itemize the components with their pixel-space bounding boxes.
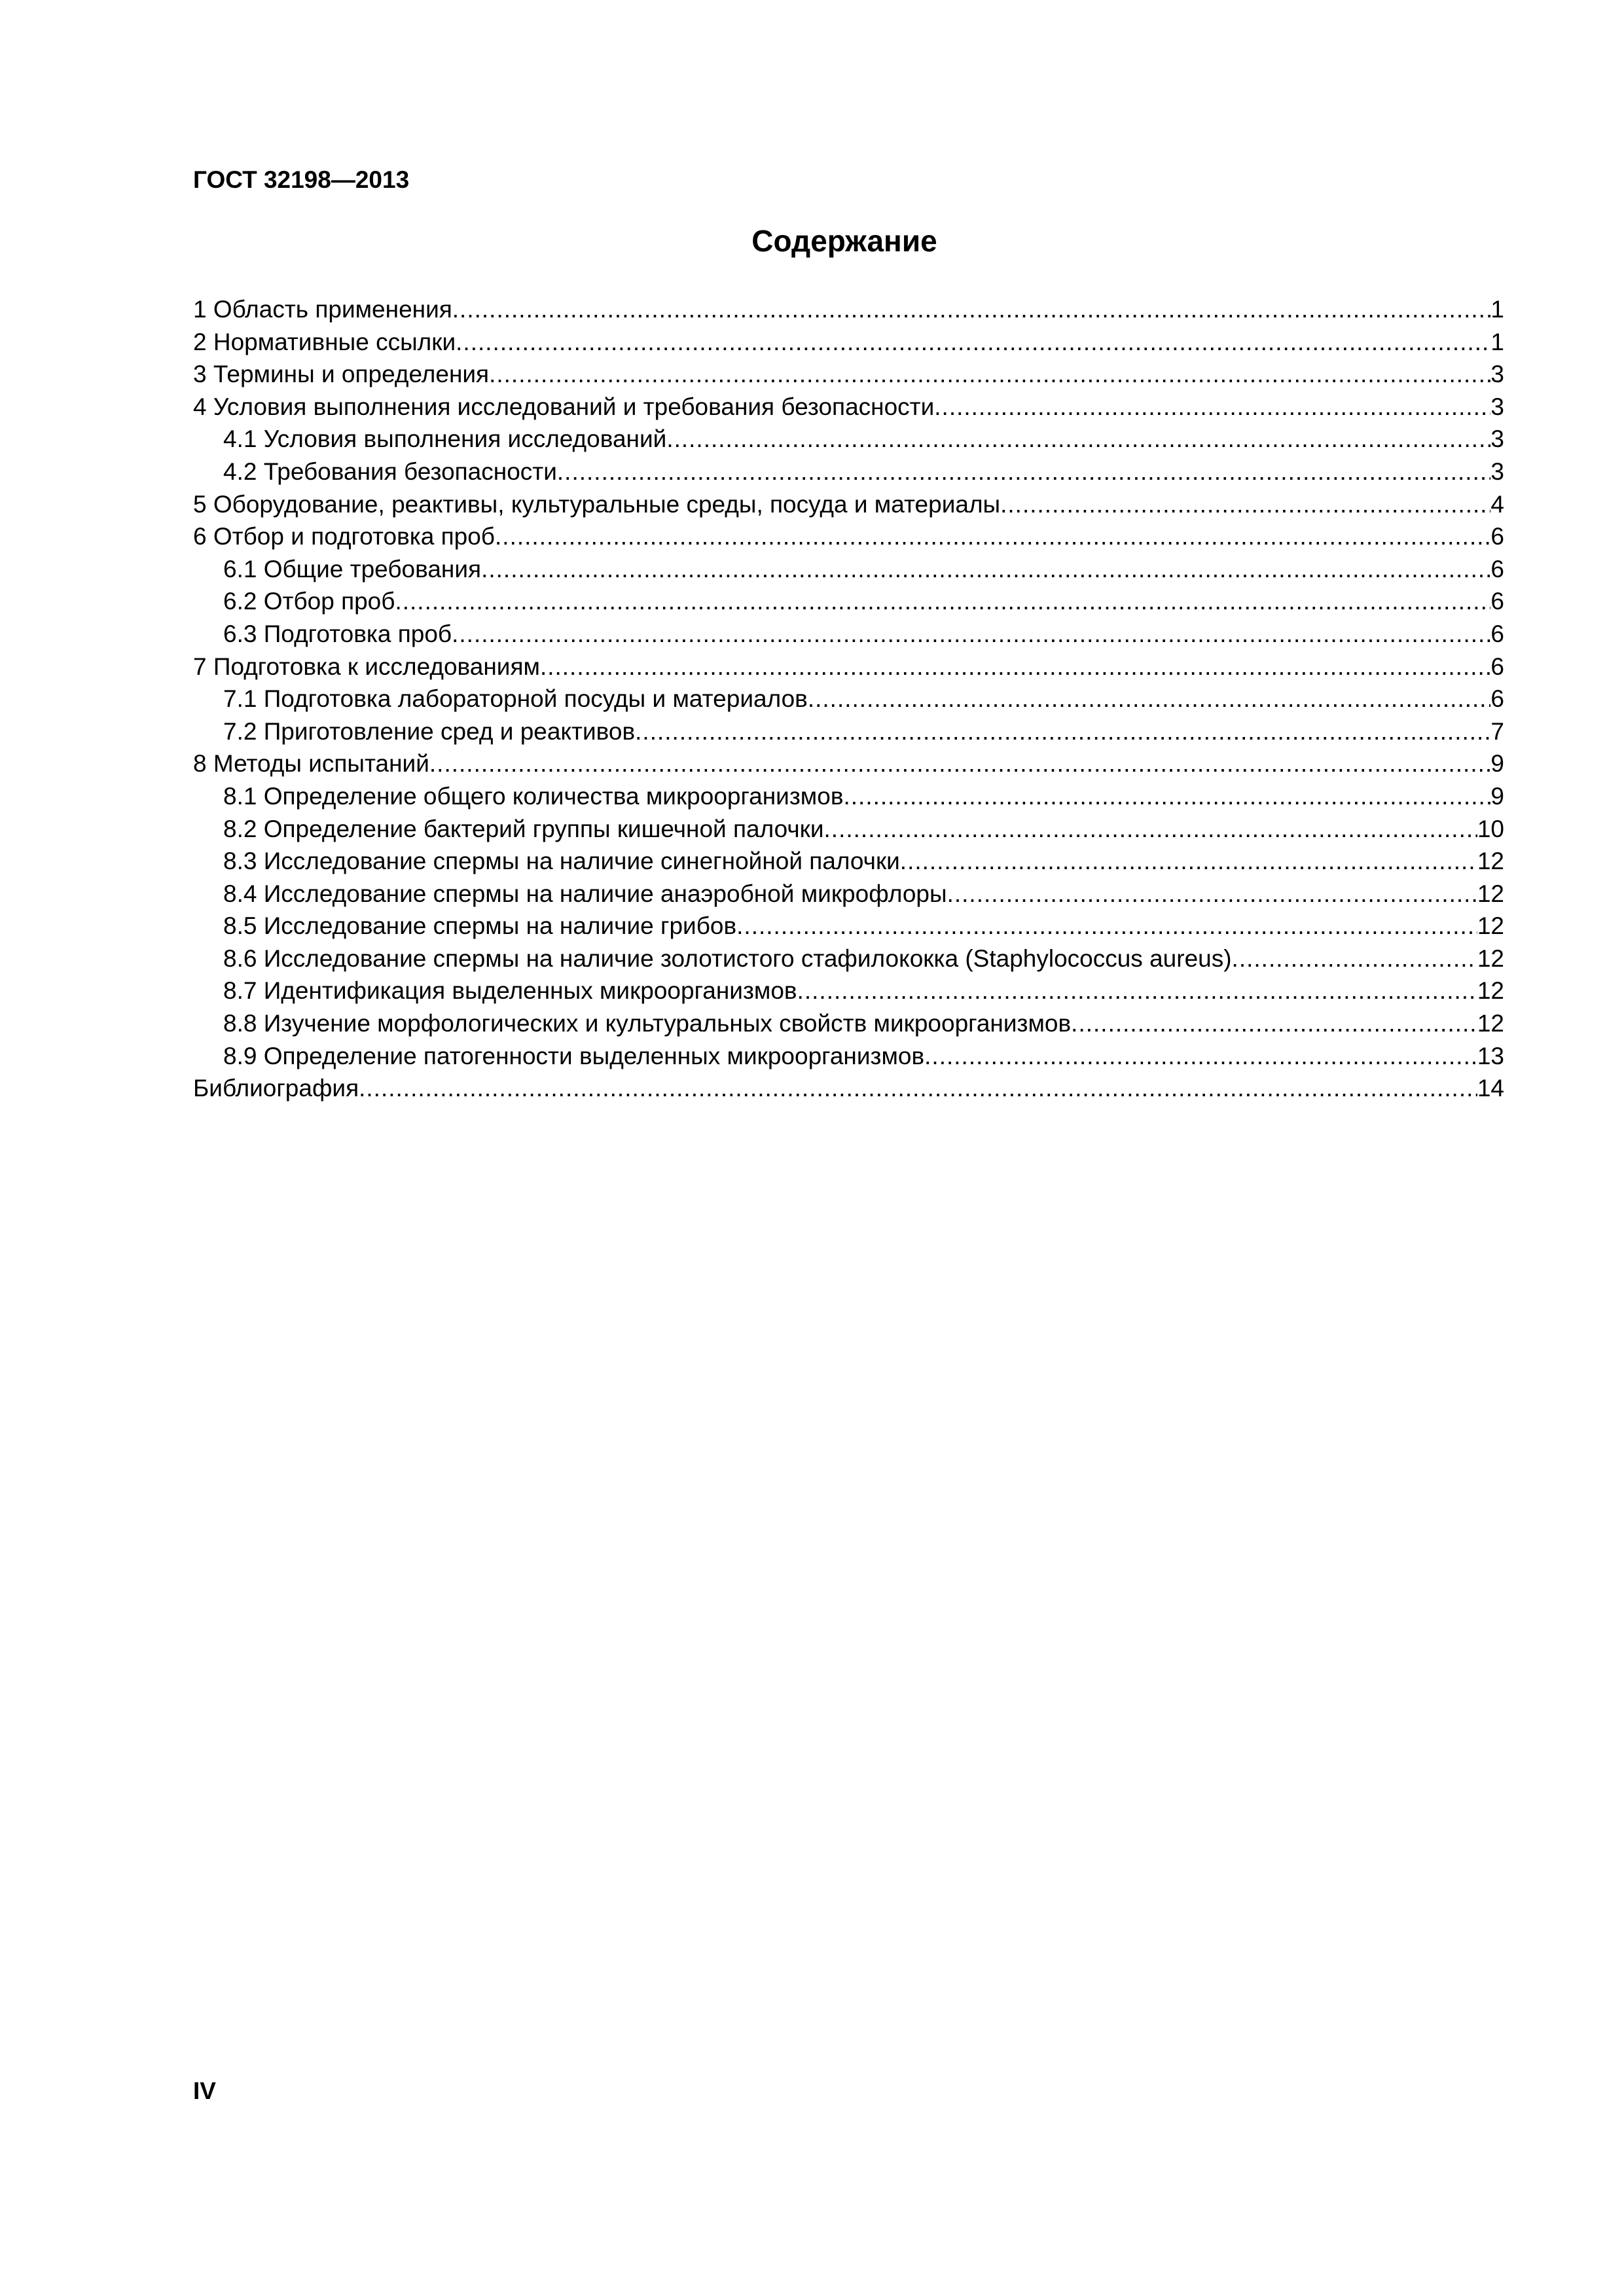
toc-entry-label: 4.1 Условия выполнения исследований xyxy=(223,425,667,453)
toc-entry-page: 13 xyxy=(1477,1042,1504,1069)
toc-dot-leader xyxy=(736,910,1477,942)
toc-entry-page: 9 xyxy=(1490,750,1504,778)
toc-entry-label: 5 Оборудование, реактивы, культуральные среды, посуда и материалы xyxy=(193,490,1001,518)
toc-entry-page: 14 xyxy=(1477,1075,1504,1102)
toc-entry-label: 8.7 Идентификация выделенных микроорганизмов xyxy=(223,977,797,1005)
toc-dot-leader xyxy=(557,456,1491,488)
toc-entry-label: 7.1 Подготовка лабораторной посуды и материалов xyxy=(223,685,808,713)
toc-entry-label: 2 Нормативные ссылки xyxy=(193,328,456,355)
toc-entry-label: 1 Область применения xyxy=(193,296,452,323)
toc-dot-leader xyxy=(843,780,1490,813)
toc-entry-label: 8 Методы испытаний xyxy=(193,750,429,778)
toc-entry[interactable] xyxy=(193,975,1504,1007)
toc-dot-leader xyxy=(452,618,1490,651)
toc-entry-page: 1 xyxy=(1490,296,1504,323)
toc-entry-page: 12 xyxy=(1477,944,1504,972)
toc-entry-label: 8.9 Определение патогенности выделенных микроорганизмов xyxy=(223,1042,925,1069)
toc-entry-page: 4 xyxy=(1490,490,1504,518)
toc-entry-page: 7 xyxy=(1490,717,1504,745)
toc-dot-leader xyxy=(1071,1007,1477,1040)
toc-entry-label: 8.5 Исследование спермы на наличие грибов xyxy=(223,912,737,940)
toc-entry-label: 7.2 Приготовление сред и реактивов xyxy=(223,717,636,745)
toc-entry-page: 3 xyxy=(1490,425,1504,453)
toc-dot-leader xyxy=(1232,942,1477,975)
toc-entry-label: Библиография xyxy=(193,1075,359,1102)
toc-dot-leader xyxy=(452,293,1491,326)
toc-entry-page: 6 xyxy=(1490,620,1504,647)
toc-title: Содержание xyxy=(751,224,937,258)
page-number: IV xyxy=(193,2077,216,2104)
toc-entry[interactable] xyxy=(193,423,1504,456)
toc-entry-label: 4 Условия выполнения исследований и требования безопасности xyxy=(193,393,935,420)
toc-entry-page: 3 xyxy=(1490,393,1504,420)
toc-entry[interactable] xyxy=(193,456,1504,488)
toc-entry[interactable] xyxy=(193,391,1504,423)
toc-entry-page: 6 xyxy=(1490,523,1504,550)
toc-entry[interactable] xyxy=(193,813,1504,846)
toc-entry-label: 8.2 Определение бактерий группы кишечной палочки xyxy=(223,815,824,842)
toc-entry-page: 12 xyxy=(1477,1010,1504,1037)
toc-dot-leader xyxy=(395,585,1490,618)
toc-entry-label: 6.1 Общие требования xyxy=(223,555,482,583)
toc-dot-leader xyxy=(635,715,1490,748)
toc-entry-label: 3 Термины и определения xyxy=(193,361,490,388)
toc-entry-page: 6 xyxy=(1490,685,1504,713)
toc-dot-leader xyxy=(481,553,1490,586)
toc-entry[interactable] xyxy=(193,878,1504,910)
toc-dot-leader xyxy=(900,845,1477,878)
toc-entry[interactable] xyxy=(193,488,1504,521)
toc-entry-page: 6 xyxy=(1490,555,1504,583)
toc-entry-page: 6 xyxy=(1490,653,1504,680)
toc-entry[interactable] xyxy=(193,942,1504,975)
toc-entry-page: 3 xyxy=(1490,361,1504,388)
toc-entry-label: 8.1 Определение общего количества микроорганизмов xyxy=(223,782,844,810)
toc-dot-leader xyxy=(456,326,1490,359)
toc-entry[interactable] xyxy=(193,747,1504,780)
toc-entry[interactable] xyxy=(193,715,1504,748)
toc-entry-page: 12 xyxy=(1477,912,1504,940)
toc-entry-label: 7 Подготовка к исследованиям xyxy=(193,653,540,680)
toc-dot-leader xyxy=(540,651,1490,683)
table-of-contents xyxy=(193,293,1504,1105)
toc-dot-leader xyxy=(359,1072,1477,1105)
toc-entry[interactable] xyxy=(193,520,1504,553)
toc-entry[interactable] xyxy=(193,585,1504,618)
toc-entry-label: 8.8 Изучение морфологических и культуральных свойств микроорганизмов xyxy=(223,1010,1072,1037)
toc-entry[interactable] xyxy=(193,683,1504,715)
toc-entry[interactable] xyxy=(193,553,1504,586)
toc-entry-label: 4.2 Требования безопасности xyxy=(223,457,557,485)
toc-entry-label: 8.6 Исследование спермы на наличие золотистого стафилококка (Staphylococcus aureus) xyxy=(223,944,1232,972)
toc-dot-leader xyxy=(934,391,1490,423)
toc-entry[interactable] xyxy=(193,910,1504,942)
toc-entry[interactable] xyxy=(193,780,1504,813)
toc-entry-label: 6.3 Подготовка проб xyxy=(223,620,452,647)
toc-entry[interactable] xyxy=(193,1007,1504,1040)
toc-entry[interactable] xyxy=(193,845,1504,878)
toc-dot-leader xyxy=(666,423,1490,456)
toc-entry[interactable] xyxy=(193,1072,1504,1105)
toc-dot-leader xyxy=(947,878,1477,910)
toc-entry[interactable] xyxy=(193,326,1504,359)
toc-entry[interactable] xyxy=(193,618,1504,651)
toc-entry-page: 12 xyxy=(1477,977,1504,1005)
toc-dot-leader xyxy=(429,747,1491,780)
toc-dot-leader xyxy=(924,1040,1477,1073)
toc-dot-leader xyxy=(797,975,1477,1007)
toc-dot-leader xyxy=(824,813,1477,846)
toc-entry-page: 12 xyxy=(1477,848,1504,875)
toc-entry-label: 6.2 Отбор проб xyxy=(223,588,395,615)
toc-entry-label: 8.3 Исследование спермы на наличие синегнойной палочки xyxy=(223,848,900,875)
toc-entry[interactable] xyxy=(193,293,1504,326)
toc-entry[interactable] xyxy=(193,1040,1504,1073)
toc-entry-page: 9 xyxy=(1490,782,1504,810)
toc-dot-leader xyxy=(808,683,1491,715)
document-code: ГОСТ 32198—2013 xyxy=(193,166,410,193)
toc-entry-page: 3 xyxy=(1490,457,1504,485)
toc-entry-page: 10 xyxy=(1477,815,1504,842)
toc-entry-page: 1 xyxy=(1490,328,1504,355)
toc-dot-leader xyxy=(1000,488,1490,521)
toc-entry-label: 6 Отбор и подготовка проб xyxy=(193,523,496,550)
toc-entry-page: 6 xyxy=(1490,588,1504,615)
toc-entry[interactable] xyxy=(193,358,1504,391)
toc-entry[interactable] xyxy=(193,651,1504,683)
toc-entry-label: 8.4 Исследование спермы на наличие анаэробной микрофлоры xyxy=(223,880,947,907)
toc-dot-leader xyxy=(495,520,1490,553)
toc-entry-page: 12 xyxy=(1477,880,1504,907)
toc-dot-leader xyxy=(489,358,1490,391)
